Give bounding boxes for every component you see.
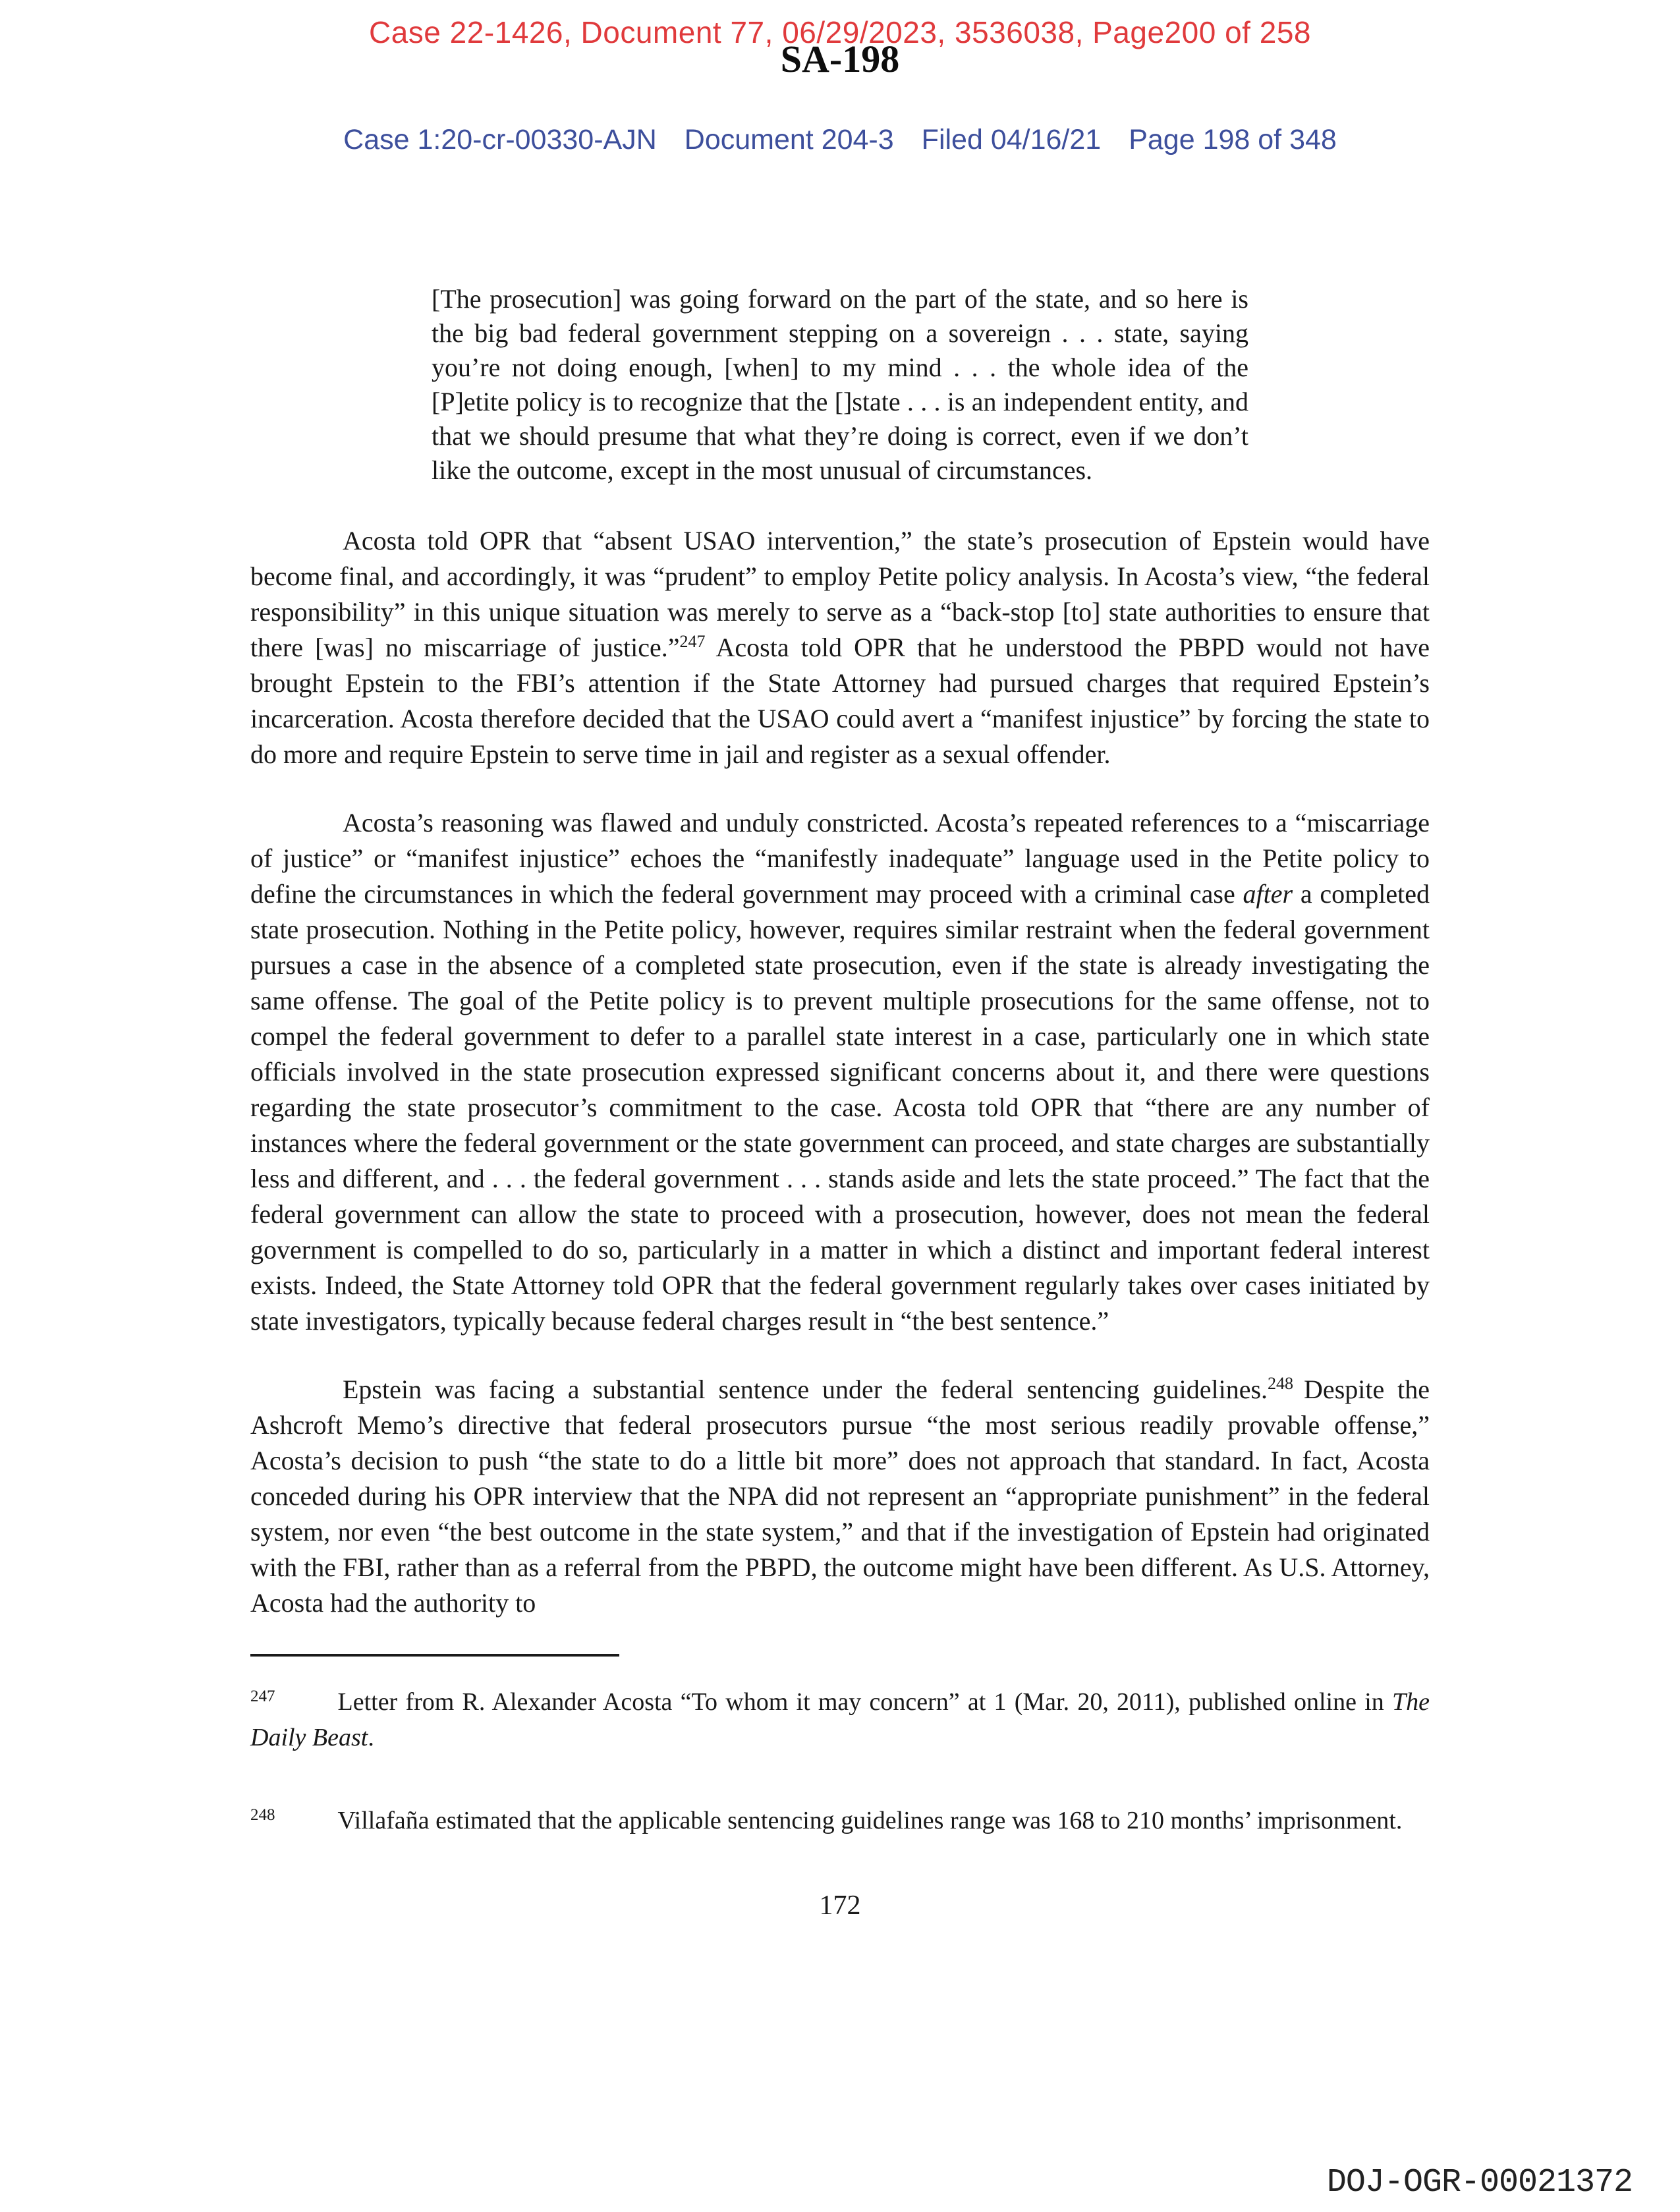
paragraph-acosta-told-opr bbox=[250, 523, 1430, 772]
footnote-248 bbox=[250, 1803, 1430, 1838]
paragraph-1-text-2: Acosta told OPR that he understood the PBPD would not have brought Epstein to the FBI’s attention if the State Attorney had pursued charges that required Epstein’s incarceration. Acosta therefore decided that the USAO could avert a “manifest injustice” by forcing the state to do more and require Epstein to serve time in jail and register as a sexual offender. bbox=[250, 633, 1430, 769]
paragraph-acostas-reasoning bbox=[250, 805, 1430, 1339]
footnote-248-text: Villafaña estimated that the applicable sentencing guidelines range was 168 to 210 months’ imprisonment. bbox=[337, 1807, 1403, 1834]
block-quote-text: [The prosecution] was going forward on the part of the state, and so here is the big bad federal government stepping on a sovereign . . . state, saying you’re not doing enough, [when] to my mind . . . the whole idea of the [P]etite policy is to recognize that the []state . . . is an independent entity, and that we should presume that what they’re doing is correct, even if we don’t like the outcome, except in the most unusual of circumstances. bbox=[432, 284, 1248, 485]
appendix-page-label: SA-198 bbox=[780, 38, 900, 80]
bates-number-stamp: DOJ-OGR-00021372 bbox=[1326, 2164, 1633, 2201]
footnote-248-marker: 248 bbox=[250, 1806, 275, 1824]
district-case-number: Case 1:20-cr-00330-AJN bbox=[343, 124, 657, 156]
page-number: 172 bbox=[819, 1890, 861, 1921]
paragraph-2-text-2: a completed state prosecution. Nothing in the Petite policy, however, requires similar restraint when the federal government pursues a case in the absence of a completed state prosecution, even if the state is already investigating the same offense. The goal of the Petite policy is to prevent multiple prosecutions for the same offense, not to compel the federal government to defer to a parallel state interest in a case, particularly one in which state officials involved in the state prosecution expressed significant concerns about it, and there were questions regarding the state prosecutor’s commitment to the case. Acosta told OPR that “there are any number of instances where the federal government or the state government can proceed, and state charges are substantially less and different, and . . . the federal government . . . stands aside and lets the state proceed.” The fact that the federal government can allow the state to proceed with a prosecution, however, does not mean the federal government is compelled to do so, particularly in a matter in which a distinct and important federal interest exists. Indeed, the State Attorney told OPR that the federal government regularly takes over cases initiated by state investigators, typically because federal charges result in “the best sentence.” bbox=[250, 879, 1430, 1336]
footnote-reference-247: 247 bbox=[679, 632, 706, 651]
district-page-label: Page 198 of 348 bbox=[1129, 124, 1337, 156]
footnote-separator-rule bbox=[250, 1654, 619, 1657]
paragraph-2-text-1: Acosta’s reasoning was flawed and unduly constricted. Acosta’s repeated references to a “miscarriage of justice” or “manifest injustice” echoes the “manifestly inadequate” language used in the Petite policy to define the circumstances in which the federal government may proceed with a criminal case bbox=[250, 808, 1430, 909]
footnote-247-publication-name: The Daily Beast bbox=[250, 1688, 1430, 1751]
document-body bbox=[250, 282, 1430, 1621]
paragraph-epstein-sentence bbox=[250, 1372, 1430, 1621]
paragraph-3-text-2: Despite the Ashcroft Memo’s directive that federal prosecutors pursue “the most serious readily provable offense,” Acosta’s decision to push “the state to do a little bit more” does not approach that standard. In fact, Acosta conceded during his OPR interview that the NPA did not represent an “appropriate punishment” in the federal system, nor even “the best outcome in the state system,” and that if the investigation of Epstein had originated with the FBI, rather than as a referral from the PBPD, the outcome might have been different. As U.S. Attorney, Acosta had the authority to bbox=[250, 1375, 1430, 1618]
appellate-header-stamp: Case 22-1426, Document 77, 06/29/2023, 3536038, Page200 of 258 bbox=[369, 15, 1311, 49]
district-filed-date: Filed 04/16/21 bbox=[921, 124, 1102, 156]
footnotes-section bbox=[250, 1654, 1430, 1838]
district-header-stamp bbox=[0, 124, 1680, 156]
footnote-247-marker: 247 bbox=[250, 1687, 275, 1705]
footnote-247 bbox=[250, 1684, 1430, 1755]
footnote-reference-248: 248 bbox=[1268, 1374, 1294, 1393]
paragraph-1-text-1: Acosta told OPR that “absent USAO intervention,” the state’s prosecution of Epstein would have become final, and accordingly, it was “prudent” to employ Petite policy analysis. In Acosta’s view, “the federal responsibility” in this unique situation was merely to serve as a “back-stop [to] state authorities to ensure that there [was] no miscarriage of justice.” bbox=[250, 526, 1430, 662]
footnote-247-text-1: Letter from R. Alexander Acosta “To whom it may concern” at 1 (Mar. 20, 2011), published online in bbox=[337, 1688, 1392, 1716]
paragraph-3-text-1: Epstein was facing a substantial sentence under the federal sentencing guidelines. bbox=[343, 1375, 1268, 1404]
block-quote bbox=[432, 282, 1248, 488]
district-document-number: Document 204-3 bbox=[684, 124, 894, 156]
paragraph-2-italic-word: after bbox=[1243, 879, 1293, 909]
footnote-247-text-2: . bbox=[368, 1724, 374, 1751]
